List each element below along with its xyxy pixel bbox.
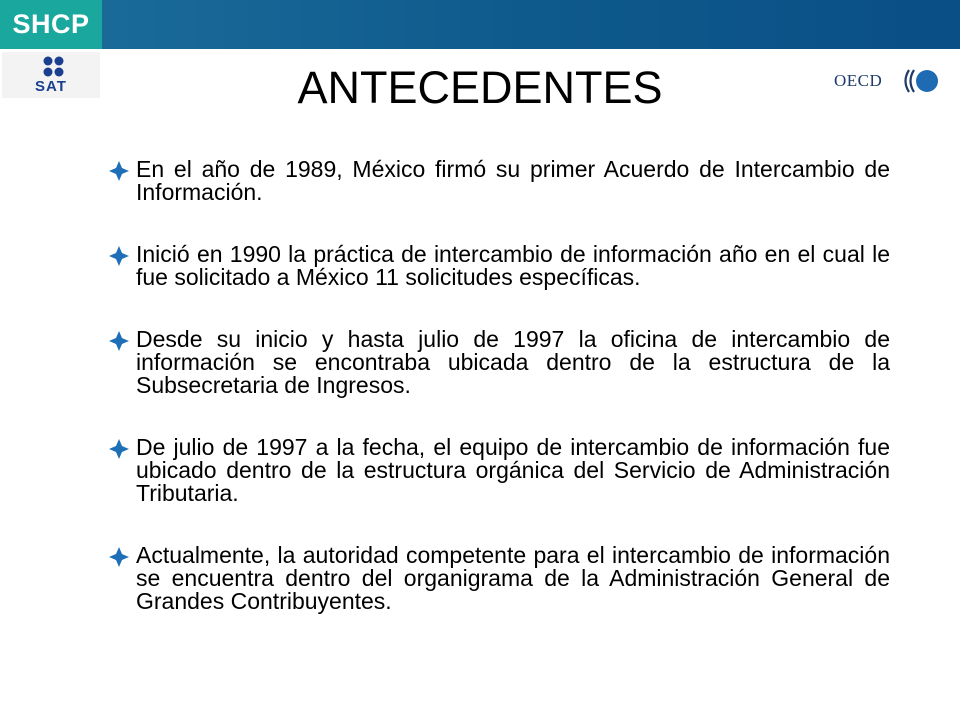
bullet-item [106,544,890,613]
sat-logo-text: SAT [35,78,67,95]
bullet-item [106,158,890,204]
diamond-bullet-icon [108,245,130,267]
bullet-item [106,328,890,397]
diamond-bullet-icon [108,546,130,568]
diamond-bullet-icon [108,438,130,460]
bullet-text: De julio de 1997 a la fecha, el equipo de intercambio de información fue ubicado dentro de la estructura orgánica del Servicio de Administración Tributaria. [136,434,890,506]
oecd-logo-text: OECD [834,71,883,90]
shcp-logo: SHCP [0,0,102,49]
slide-title: ANTECEDENTES [297,62,663,113]
diamond-bullet-icon [108,330,130,352]
bullet-item [106,243,890,289]
oecd-logo [834,64,944,98]
bullet-text: Inició en 1990 la práctica de intercambio de información año en el cual le fue solicitado a México 11 solicitudes específicas. [136,241,890,290]
bullet-list [106,158,890,613]
diamond-bullet-icon [108,160,130,182]
top-banner [0,0,960,49]
bullet-text: Actualmente, la autoridad competente para el intercambio de información se encuentra dentro del organigrama de la Administración General de Grandes Contribuyentes. [136,542,890,614]
bullet-item [106,436,890,505]
oecd-emblem-icon [900,64,940,98]
bullet-text: Desde su inicio y hasta julio de 1997 la oficina de intercambio de información se encontraba ubicada dentro de la estructura de la Subsecretaria de Ingresos. [136,326,890,398]
bullet-text: En el año de 1989, México firmó su primer Acuerdo de Intercambio de Información. [136,156,890,205]
